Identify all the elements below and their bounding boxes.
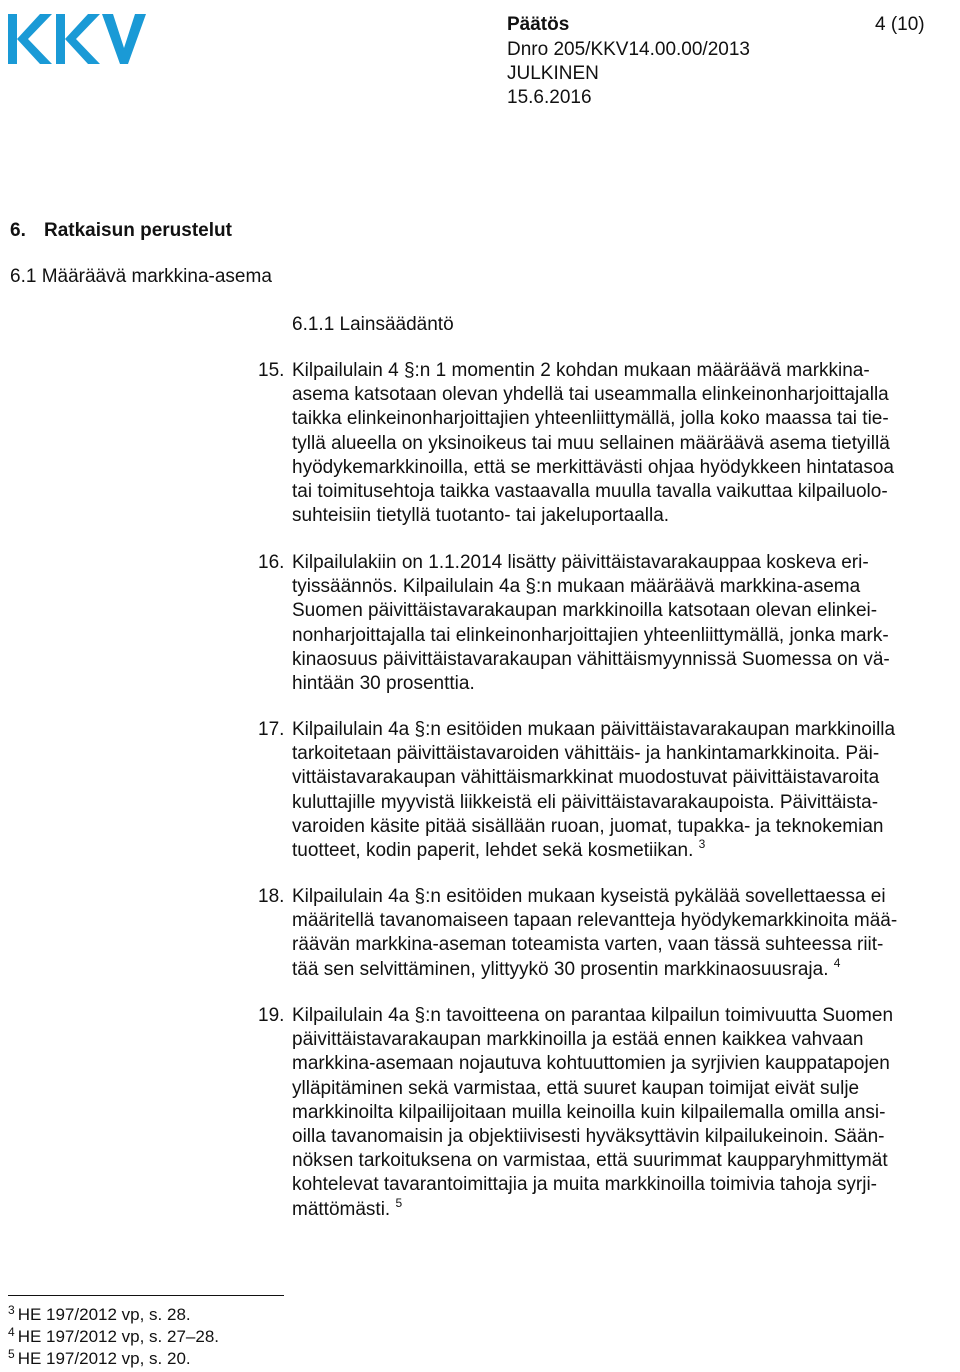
paragraph-line: nöksen tarkoituksena on varmistaa, että suurimmat kaupparyhmittymät bbox=[292, 1150, 888, 1172]
diary-number: Dnro 205/KKV14.00.00/2013 bbox=[507, 39, 750, 60]
footnote-reference: 5 bbox=[395, 1195, 403, 1210]
paragraph-line: varoiden käsite pitää sisällään ruoan, juomat, tupakka- ja teknokemian bbox=[292, 815, 884, 837]
section-number: 6. bbox=[10, 220, 26, 241]
paragraph-line: kohtelevat tavarantoimittajia ja muita markkinoilla toimivia tahoja syrji- bbox=[292, 1174, 878, 1196]
paragraph-15 bbox=[258, 359, 958, 528]
paragraph-line: räävän markkina-aseman toteamista varten, vaan tässä suhteessa riit- bbox=[292, 934, 884, 956]
paragraph-line-text: tuotteet, kodin paperit, lehdet sekä kosmetiikan. bbox=[292, 840, 694, 862]
paragraph-line: hyödykemarkkinoilla, että se merkittävästi ohjaa hyödykkeen hintatasoa bbox=[292, 456, 894, 478]
paragraph-line: tyllä alueella on yksinoikeus tai muu sellainen määräävä asema tietyillä bbox=[292, 432, 890, 454]
section-title: Ratkaisun perustelut bbox=[44, 220, 232, 241]
paragraph-line: Kilpailulain 4a §:n tavoitteena on parantaa kilpailun toimivuutta Suomen bbox=[292, 1005, 894, 1026]
paragraph-18 bbox=[258, 885, 958, 982]
paragraph-line: kuluttajille myyvistä liikkeistä eli päivittäistavarakaupoista. Päivittäista- bbox=[292, 791, 879, 813]
footnote-number: 3 bbox=[8, 1303, 15, 1317]
paragraph-line: Kilpailulain 4a §:n esitöiden mukaan kyseistä pykälää sovellettaessa ei bbox=[292, 886, 886, 907]
footnote bbox=[8, 1304, 191, 1325]
footnote-reference: 3 bbox=[698, 837, 706, 852]
subsection-heading: 6.1 Määräävä markkina-asema bbox=[10, 266, 272, 287]
paragraph-number: 16. bbox=[258, 552, 285, 573]
document-type: Päätös bbox=[507, 14, 570, 35]
paragraph-number: 19. bbox=[258, 1005, 285, 1026]
paragraph-number: 18. bbox=[258, 886, 285, 907]
footnote-reference: 4 bbox=[833, 955, 841, 970]
paragraph-line: tai toimitusehtoja taikka vastaavalla muulla tavalla vaikuttaa kilpailuolo- bbox=[292, 481, 888, 503]
paragraph-line: Kilpailulain 4a §:n esitöiden mukaan päivittäistavarakaupan markkinoilla bbox=[292, 719, 896, 740]
paragraph-line: tyissäännös. Kilpailulain 4a §:n mukaan määräävä markkina-asema bbox=[292, 576, 861, 598]
footnote-divider bbox=[8, 1295, 284, 1296]
paragraph-line: markkina-asemaan nojautuva kohtuuttomien ja syrjivien kauppatapojen bbox=[292, 1053, 890, 1075]
paragraph-line-text: tää sen selvittäminen, ylittyykö 30 prosentin markkinaosuusraja. bbox=[292, 958, 829, 980]
paragraph-line: tarkoitetaan päivittäistavaroiden vähittäis- ja hankintamarkkinoita. Päi- bbox=[292, 743, 880, 765]
paragraph-line-text: mättömästi. bbox=[292, 1198, 391, 1220]
paragraph-line: suhteisiin tietyllä tuotanto- tai jakeluportaalla. bbox=[292, 505, 670, 527]
footnote-text: HE 197/2012 vp, s. 20. bbox=[17, 1349, 191, 1368]
footnote-text: HE 197/2012 vp, s. 28. bbox=[17, 1305, 191, 1324]
paragraph-line bbox=[258, 955, 958, 982]
footnote-number: 4 bbox=[8, 1325, 15, 1339]
footnote bbox=[8, 1326, 219, 1347]
paragraph-line: hintään 30 prosenttia. bbox=[292, 673, 475, 695]
paragraph-line: vittäistavarakaupan vähittäismarkkinat muodostuvat päivittäistavaroita bbox=[292, 767, 880, 789]
classification: JULKINEN bbox=[507, 63, 599, 84]
page-number: 4 (10) bbox=[875, 14, 925, 35]
footnote bbox=[8, 1348, 191, 1369]
paragraph-line bbox=[258, 1195, 958, 1222]
paragraph-line bbox=[258, 839, 958, 863]
paragraph-number: 15. bbox=[258, 360, 285, 381]
paragraph-line: nonharjoittajalla tai elinkeinonharjoittajien yhteenliittymällä, jonka mark- bbox=[292, 624, 889, 646]
subsubsection-heading: 6.1.1 Lainsäädäntö bbox=[292, 314, 454, 335]
paragraph-line: kinaosuus päivittäistavarakaupan vähittäismyynnissä Suomessa on vä- bbox=[292, 648, 890, 670]
paragraph-line: Kilpailulakiin on 1.1.2014 lisätty päivittäistavarakauppaa koskeva eri- bbox=[292, 552, 869, 573]
kkv-logo bbox=[6, 12, 146, 66]
section-heading bbox=[10, 220, 232, 242]
document-date: 15.6.2016 bbox=[507, 87, 592, 108]
paragraph-line: Kilpailulain 4 §:n 1 momentin 2 kohdan mukaan määräävä markkina- bbox=[292, 360, 870, 381]
paragraph-line: oilla tavanomaisin ja objektiivisesti hyväksyttävin kilpailukeinoin. Sään- bbox=[292, 1126, 885, 1148]
paragraph-19 bbox=[258, 1004, 958, 1222]
paragraph-line: markkinoilta kilpailijoitaan muilla keinoilla kuin kilpailemalla omilla ansi- bbox=[292, 1101, 886, 1123]
paragraph-line: ylläpitäminen sekä varmistaa, että suuret kaupan toimijat eivät sulje bbox=[292, 1077, 860, 1099]
paragraph-line: päivittäistavarakaupan markkinoilla ja estää ennen kaikkea vahvaan bbox=[292, 1029, 864, 1051]
paragraph-line: taikka elinkeinonharjoittajien yhteenliittymällä, jolla koko maassa tai tie- bbox=[292, 408, 889, 430]
paragraph-number: 17. bbox=[258, 719, 285, 740]
paragraph-line: määritellä tavanomaiseen tapaan relevantteja hyödykemarkkinoita mää- bbox=[292, 910, 898, 932]
paragraph-line: asema katsotaan olevan yhdellä tai useammalla elinkeinonharjoittajalla bbox=[292, 384, 889, 406]
footnote-text: HE 197/2012 vp, s. 27–28. bbox=[17, 1327, 219, 1346]
paragraph-line: Suomen päivittäistavarakaupan markkinoilla katsotaan olevan elinkei- bbox=[292, 600, 878, 622]
paragraph-17 bbox=[258, 718, 958, 863]
paragraph-16 bbox=[258, 551, 958, 696]
footnote-number: 5 bbox=[8, 1347, 15, 1361]
